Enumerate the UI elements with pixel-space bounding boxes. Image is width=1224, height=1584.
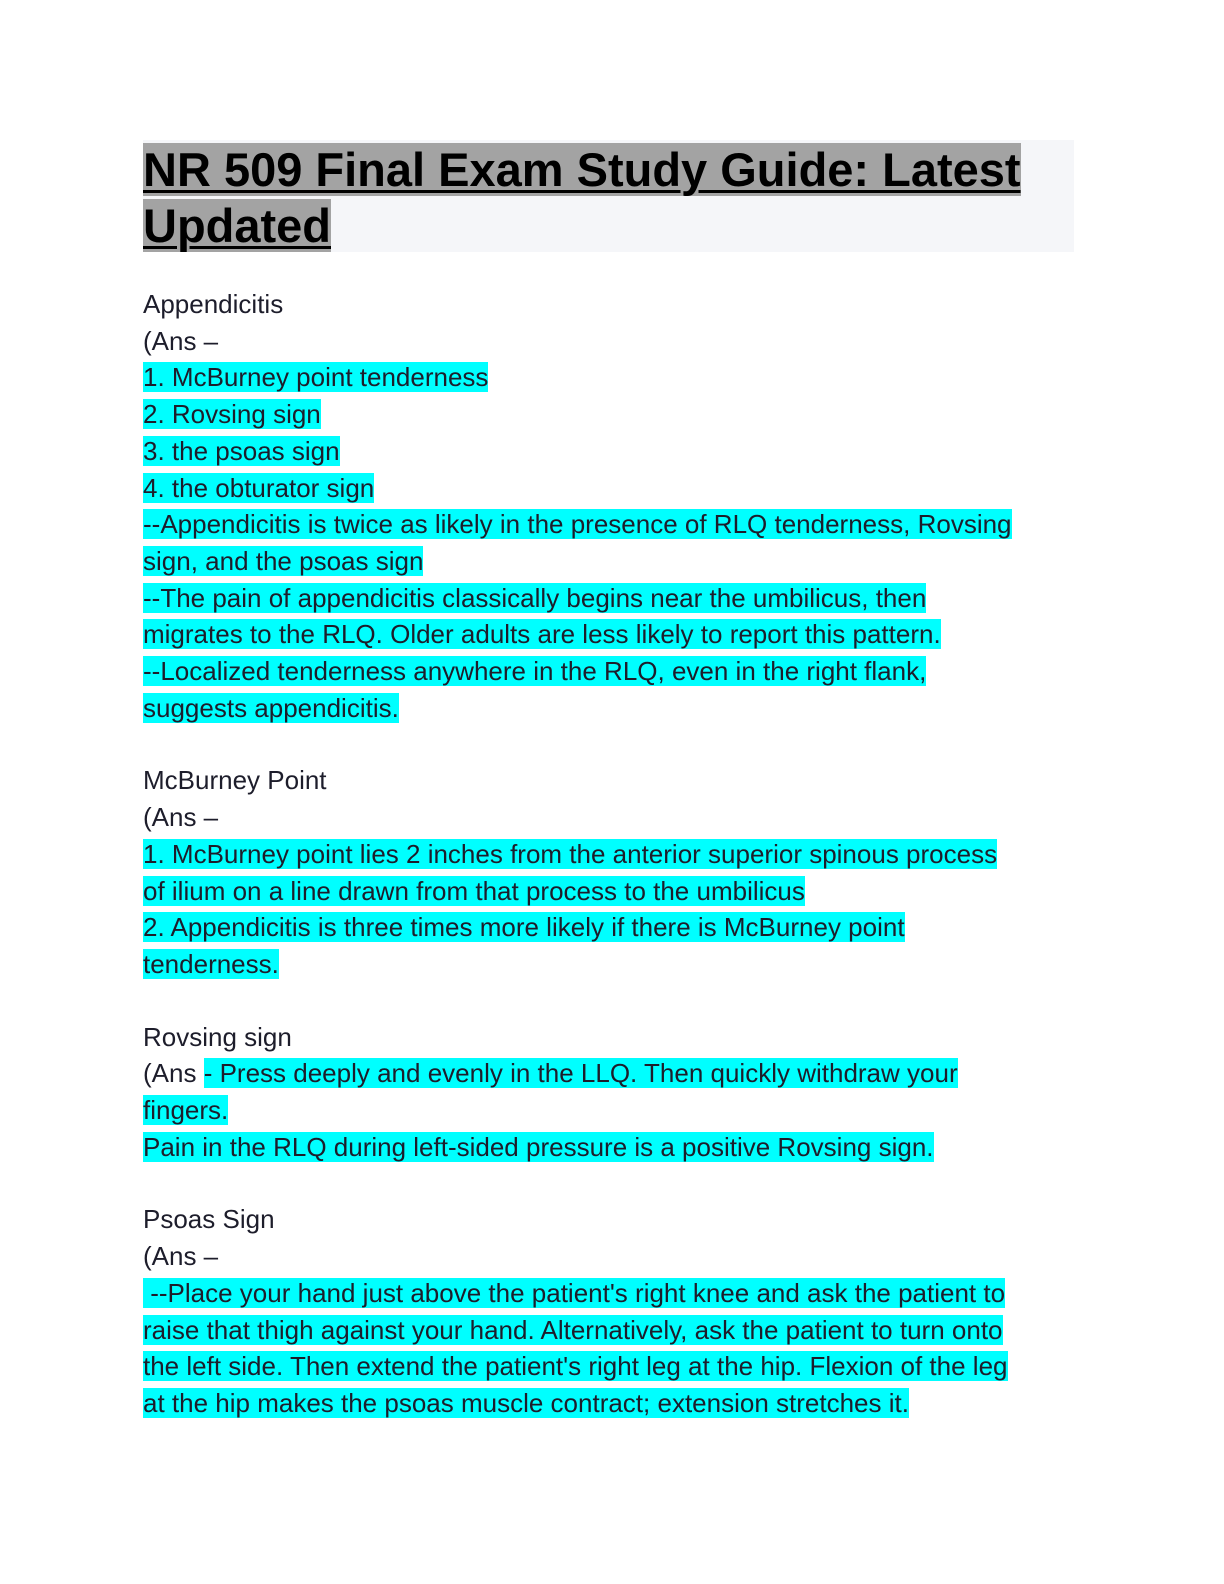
ans-label: (Ans – xyxy=(143,325,219,356)
answer-line: --Appendicitis is twice as likely in the presence of RLQ tenderness, Rovsing xyxy=(143,509,1012,540)
title-line-1: NR 509 Final Exam Study Guide: Latest xyxy=(143,143,1021,196)
answer-line: --The pain of appendicitis classically begins near the umbilicus, then xyxy=(143,582,927,613)
title-block xyxy=(143,140,1074,252)
section-rovsing-sign xyxy=(143,1019,1074,1166)
answer-line: of ilium on a line drawn from that process to the umbilicus xyxy=(143,875,805,906)
answer-line: 2. Appendicitis is three times more likely if there is McBurney point xyxy=(143,912,905,943)
answer-line: fingers. xyxy=(143,1095,229,1126)
title-line-2: Updated xyxy=(143,199,331,252)
section-appendicitis xyxy=(143,286,1074,726)
section-psoas-sign xyxy=(143,1201,1074,1421)
section-heading: Appendicitis xyxy=(143,289,284,319)
ans-label: (Ans – xyxy=(143,1241,219,1272)
answer-line: 2. Rovsing sign xyxy=(143,399,321,430)
section-heading: Psoas Sign xyxy=(143,1204,275,1235)
ans-label: (Ans – xyxy=(143,802,219,833)
section-mcburney-point xyxy=(143,762,1074,982)
document-page xyxy=(143,140,1074,1458)
answer-line: migrates to the RLQ. Older adults are less likely to report this pattern. xyxy=(143,619,941,650)
answer-line: 1. McBurney point lies 2 inches from the anterior superior spinous process xyxy=(143,838,998,869)
document-title xyxy=(143,140,1074,254)
answer-line: 1. McBurney point tenderness xyxy=(143,362,489,393)
answer-line: sign, and the psoas sign xyxy=(143,545,424,576)
section-heading: McBurney Point xyxy=(143,765,327,796)
answer-line: suggests appendicitis. xyxy=(143,692,399,723)
answer-line: Pain in the RLQ during left-sided pressure is a positive Rovsing sign. xyxy=(143,1131,934,1162)
answer-line: 3. the psoas sign xyxy=(143,435,340,466)
answer-line: --Place your hand just above the patient's right knee and ask the patient to xyxy=(143,1277,1006,1308)
answer-line: - Press deeply and evenly in the LLQ. Then quickly withdraw your xyxy=(203,1058,958,1089)
section-heading: Rovsing sign xyxy=(143,1021,292,1052)
answer-line: --Localized tenderness anywhere in the RLQ, even in the right flank, xyxy=(143,656,927,687)
answer-line: tenderness. xyxy=(143,948,279,979)
answer-line: 4. the obturator sign xyxy=(143,472,375,503)
answer-line: raise that thigh against your hand. Alternatively, ask the patient to turn onto xyxy=(143,1314,1003,1345)
ans-label: (Ans xyxy=(143,1058,204,1089)
answer-line: at the hip makes the psoas muscle contract; extension stretches it. xyxy=(143,1387,909,1418)
answer-line: the left side. Then extend the patient's right leg at the hip. Flexion of the leg xyxy=(143,1351,1008,1382)
